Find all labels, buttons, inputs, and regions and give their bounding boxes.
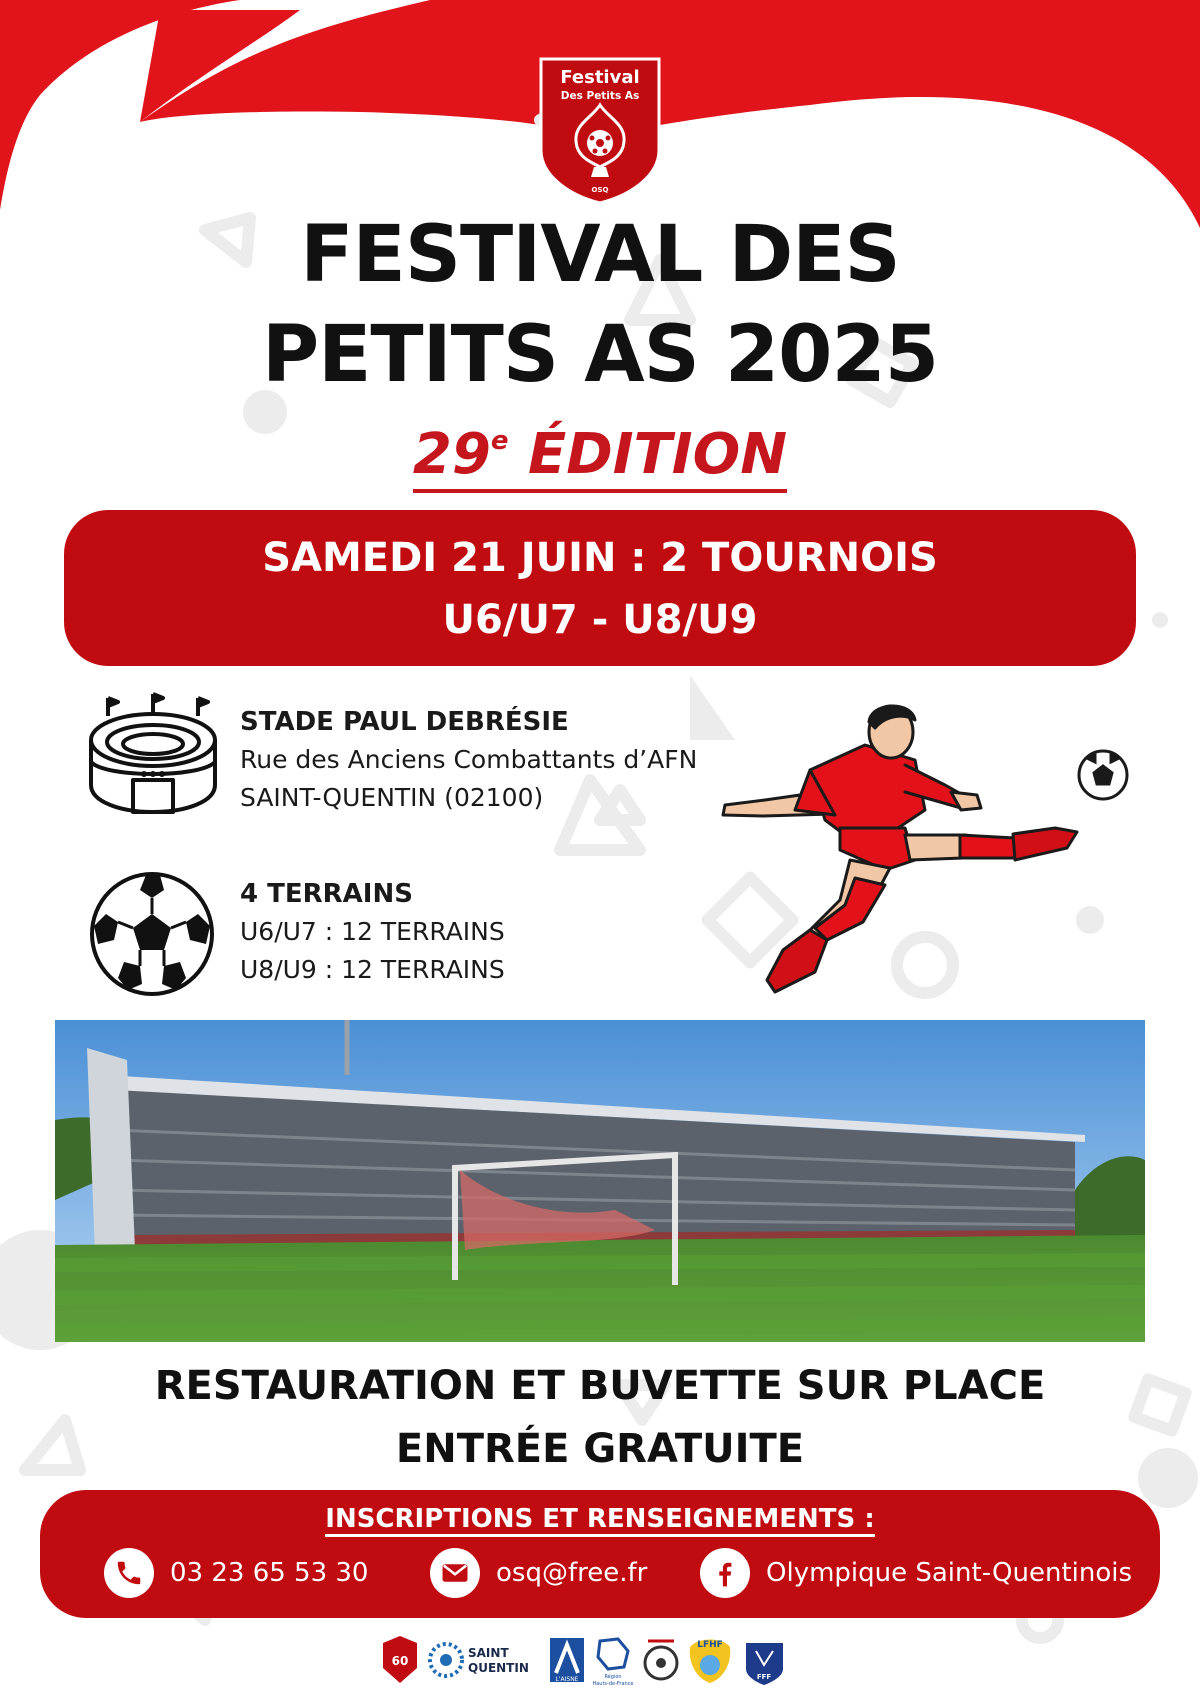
svg-text:L'AISNE: L'AISNE — [555, 1676, 579, 1683]
page-title-line1: FESTIVAL DES — [300, 210, 900, 300]
svg-text:Région: Région — [604, 1674, 622, 1680]
osq-badge-logo — [383, 1636, 417, 1683]
contact-email[interactable] — [430, 1548, 647, 1598]
phone-icon — [104, 1548, 154, 1598]
facilities-line: RESTAURATION ET BUVETTE SUR PLACE — [154, 1363, 1046, 1409]
contact-facebook[interactable] — [700, 1548, 1132, 1598]
email-icon — [430, 1548, 480, 1598]
contact-heading: INSCRIPTIONS ET RENSEIGNEMENTS : — [40, 1500, 1160, 1538]
logo-monogram: OSQ — [591, 186, 609, 194]
edition-suffix: e — [490, 426, 509, 456]
email-address: osq@free.fr — [496, 1558, 648, 1588]
categories-line: U6/U7 - U8/U9 — [442, 597, 758, 643]
region-hauts-de-france-logo — [592, 1639, 633, 1687]
festival-logo — [537, 55, 663, 205]
district-logo — [645, 1641, 677, 1679]
fff-logo — [746, 1643, 783, 1685]
venue-name: STADE PAUL DEBRÉSIE — [240, 707, 569, 737]
logo-line2: Des Petits As — [560, 90, 640, 102]
svg-text:Hauts-de-France: Hauts-de-France — [592, 1681, 634, 1687]
svg-text:LFHF: LFHF — [697, 1640, 723, 1650]
facebook-icon — [700, 1548, 750, 1598]
date-line: SAMEDI 21 JUIN : 2 TOURNOIS — [262, 535, 938, 581]
fields-u8u9: U8/U9 : 12 TERRAINS — [240, 955, 505, 984]
partner-logos — [378, 1633, 828, 1688]
aisne-logo — [550, 1638, 584, 1683]
svg-text:QUENTIN: QUENTIN — [468, 1661, 529, 1675]
lfhf-logo — [690, 1640, 731, 1684]
contact-phone[interactable] — [104, 1548, 368, 1598]
venue-city: SAINT-QUENTIN (02100) — [240, 783, 544, 812]
venue-info — [240, 703, 697, 817]
svg-text:SAINT: SAINT — [468, 1646, 509, 1660]
edition-label — [0, 412, 1200, 488]
svg-text:FFF: FFF — [756, 1673, 772, 1681]
venue-street: Rue des Anciens Combattants d’AFN — [240, 745, 698, 774]
stadium-icon — [86, 690, 220, 820]
footballer-illustration — [715, 700, 1135, 1010]
svg-text:60: 60 — [391, 1654, 409, 1668]
edition-number: 29 — [412, 421, 491, 487]
logo-line1: Festival — [560, 67, 640, 88]
contact-bar — [40, 1490, 1160, 1618]
free-entry-line: ENTRÉE GRATUITE — [395, 1426, 805, 1472]
fields-u6u7: U6/U7 : 12 TERRAINS — [240, 917, 505, 946]
stadium-photo — [55, 1020, 1145, 1342]
soccer-ball-icon — [88, 870, 216, 998]
phone-number: 03 23 65 53 30 — [170, 1558, 369, 1588]
fields-total: 4 TERRAINS — [240, 879, 413, 909]
saint-quentin-logo — [430, 1644, 529, 1676]
facebook-page: Olympique Saint-Quentinois — [766, 1558, 1133, 1588]
date-banner — [64, 510, 1136, 666]
edition-word: ÉDITION — [527, 421, 788, 487]
fields-info — [240, 875, 505, 989]
page-title-line2: PETITS AS 2025 — [261, 310, 938, 400]
